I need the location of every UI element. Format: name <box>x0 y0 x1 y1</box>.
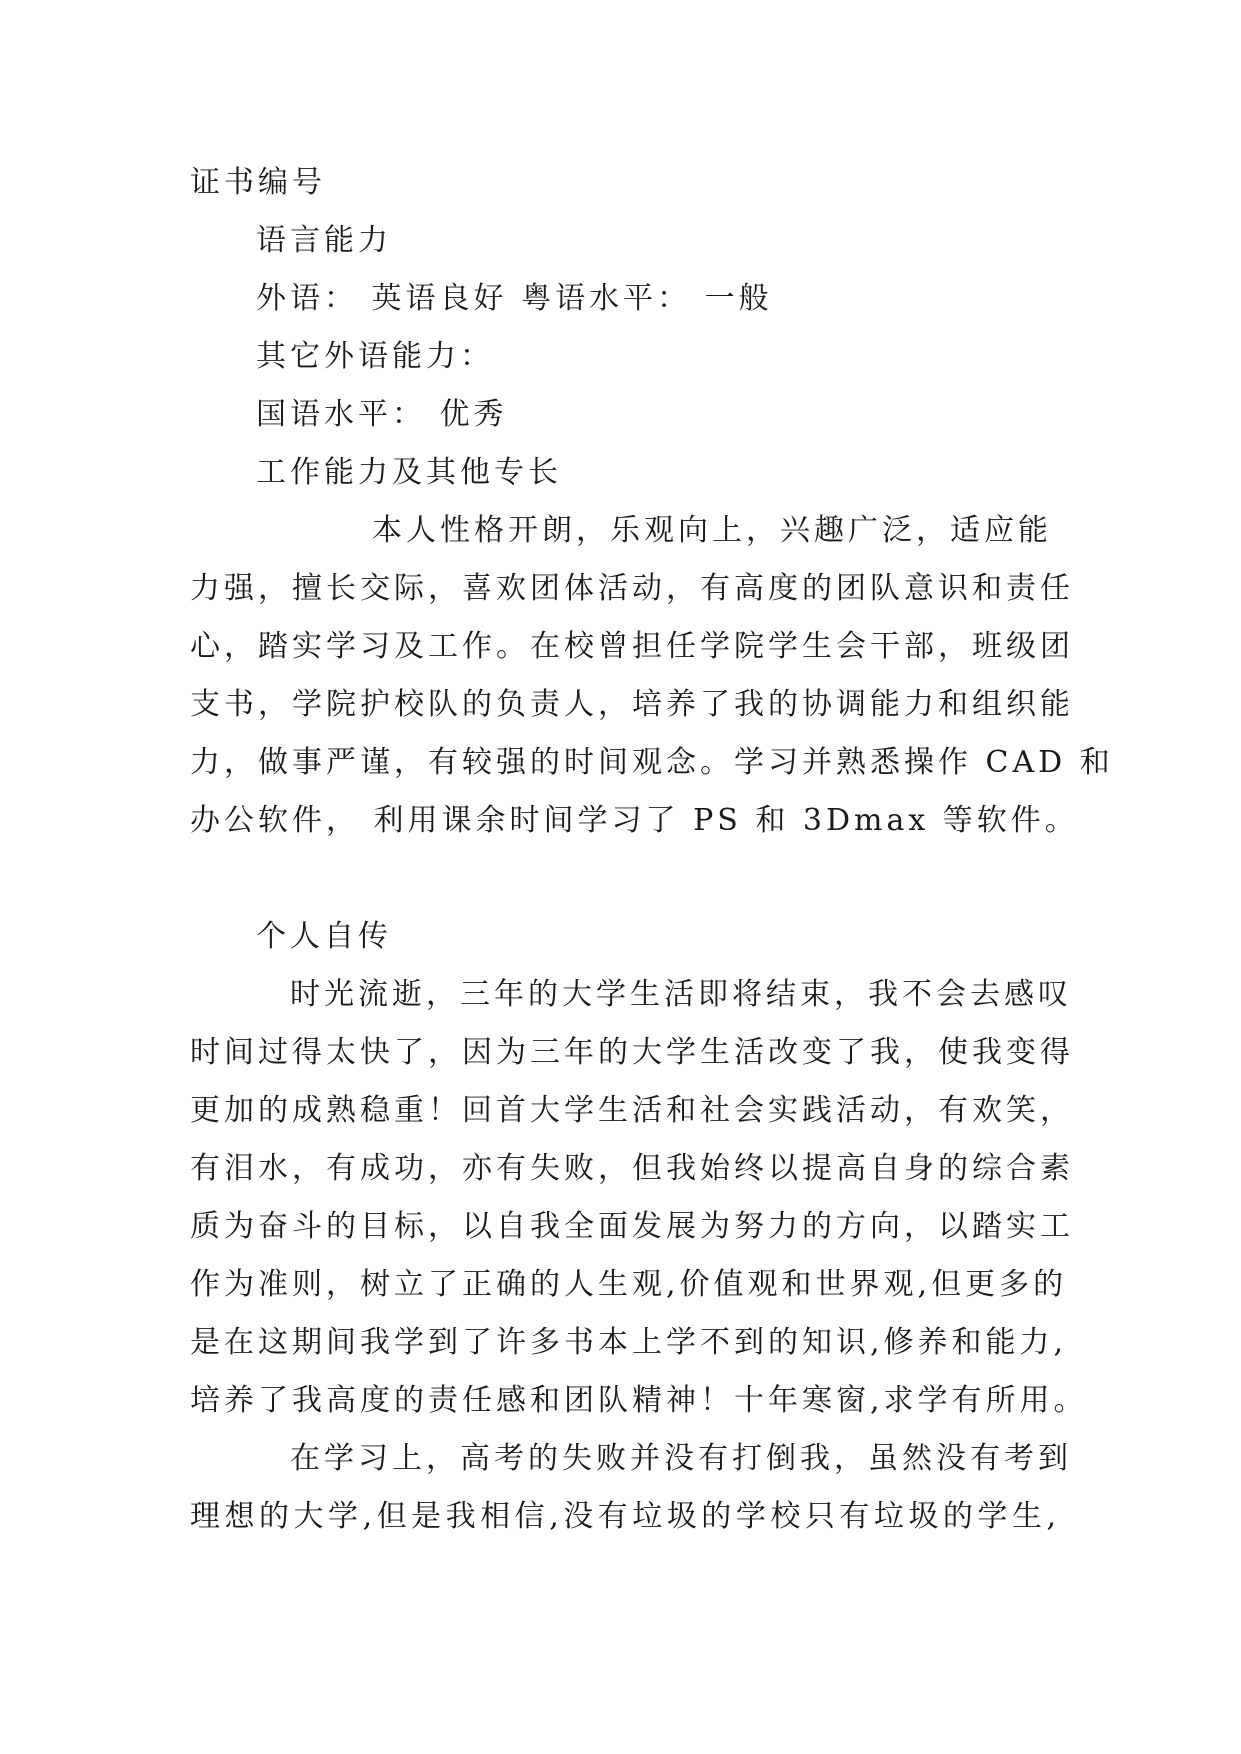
autobiography-paragraph-line: 质为奋斗的目标，以自我全面发展为努力的方向，以踏实工 <box>190 1209 1074 1244</box>
autobiography-paragraph-line: 时光流逝，三年的大学生活即将结束，我不会去感叹 <box>290 977 1072 1012</box>
mandarin-level-line: 国语水平： 优秀 <box>256 397 508 432</box>
autobiography-paragraph-line: 更加的成熟稳重！回首大学生活和社会实践活动，有欢笑， <box>190 1093 1074 1128</box>
autobiography-paragraph-line: 时间过得太快了，因为三年的大学生活改变了我，使我变得 <box>190 1035 1074 1070</box>
study-paragraph-line: 在学习上，高考的失败并没有打倒我，虽然没有考到 <box>290 1441 1072 1476</box>
study-paragraph-line: 理想的大学,但是我相信,没有垃圾的学校只有垃圾的学生, <box>190 1499 1060 1534</box>
language-ability-heading: 语言能力 <box>256 223 392 258</box>
autobiography-paragraph-line: 是在这期间我学到了许多书本上学不到的知识,修养和能力, <box>190 1325 1068 1360</box>
skills-paragraph-line: 本人性格开朗，乐观向上，兴趣广泛，适应能 <box>372 513 1052 548</box>
foreign-language-line: 外语： 英语良好 粤语水平： 一般 <box>256 281 773 316</box>
autobiography-paragraph-line: 培养了我高度的责任感和团队精神！十年寒窗,求学有所用。 <box>190 1383 1088 1418</box>
skills-paragraph-line: 心，踏实学习及工作。在校曾担任学院学生会干部，班级团 <box>190 629 1074 664</box>
skills-paragraph-line: 力，做事严谨，有较强的时间观念。学习并熟悉操作 CAD 和 <box>190 745 1114 780</box>
autobiography-paragraph-line: 作为准则，树立了正确的人生观,价值观和世界观,但更多的 <box>190 1267 1068 1302</box>
work-ability-heading: 工作能力及其他专长 <box>256 455 562 490</box>
skills-paragraph-line: 办公软件， 利用课余时间学习了 PS 和 3Dmax 等软件。 <box>190 803 1079 838</box>
skills-paragraph-line: 支书，学院护校队的负责人，培养了我的协调能力和组织能 <box>190 687 1074 722</box>
certificate-number-label: 证书编号 <box>190 165 326 200</box>
skills-paragraph-line: 力强，擅长交际，喜欢团体活动，有高度的团队意识和责任 <box>190 571 1074 606</box>
autobiography-heading: 个人自传 <box>256 919 392 954</box>
other-foreign-language-line: 其它外语能力： <box>256 339 494 374</box>
autobiography-paragraph-line: 有泪水，有成功，亦有失败，但我始终以提高自身的综合素 <box>190 1151 1074 1186</box>
